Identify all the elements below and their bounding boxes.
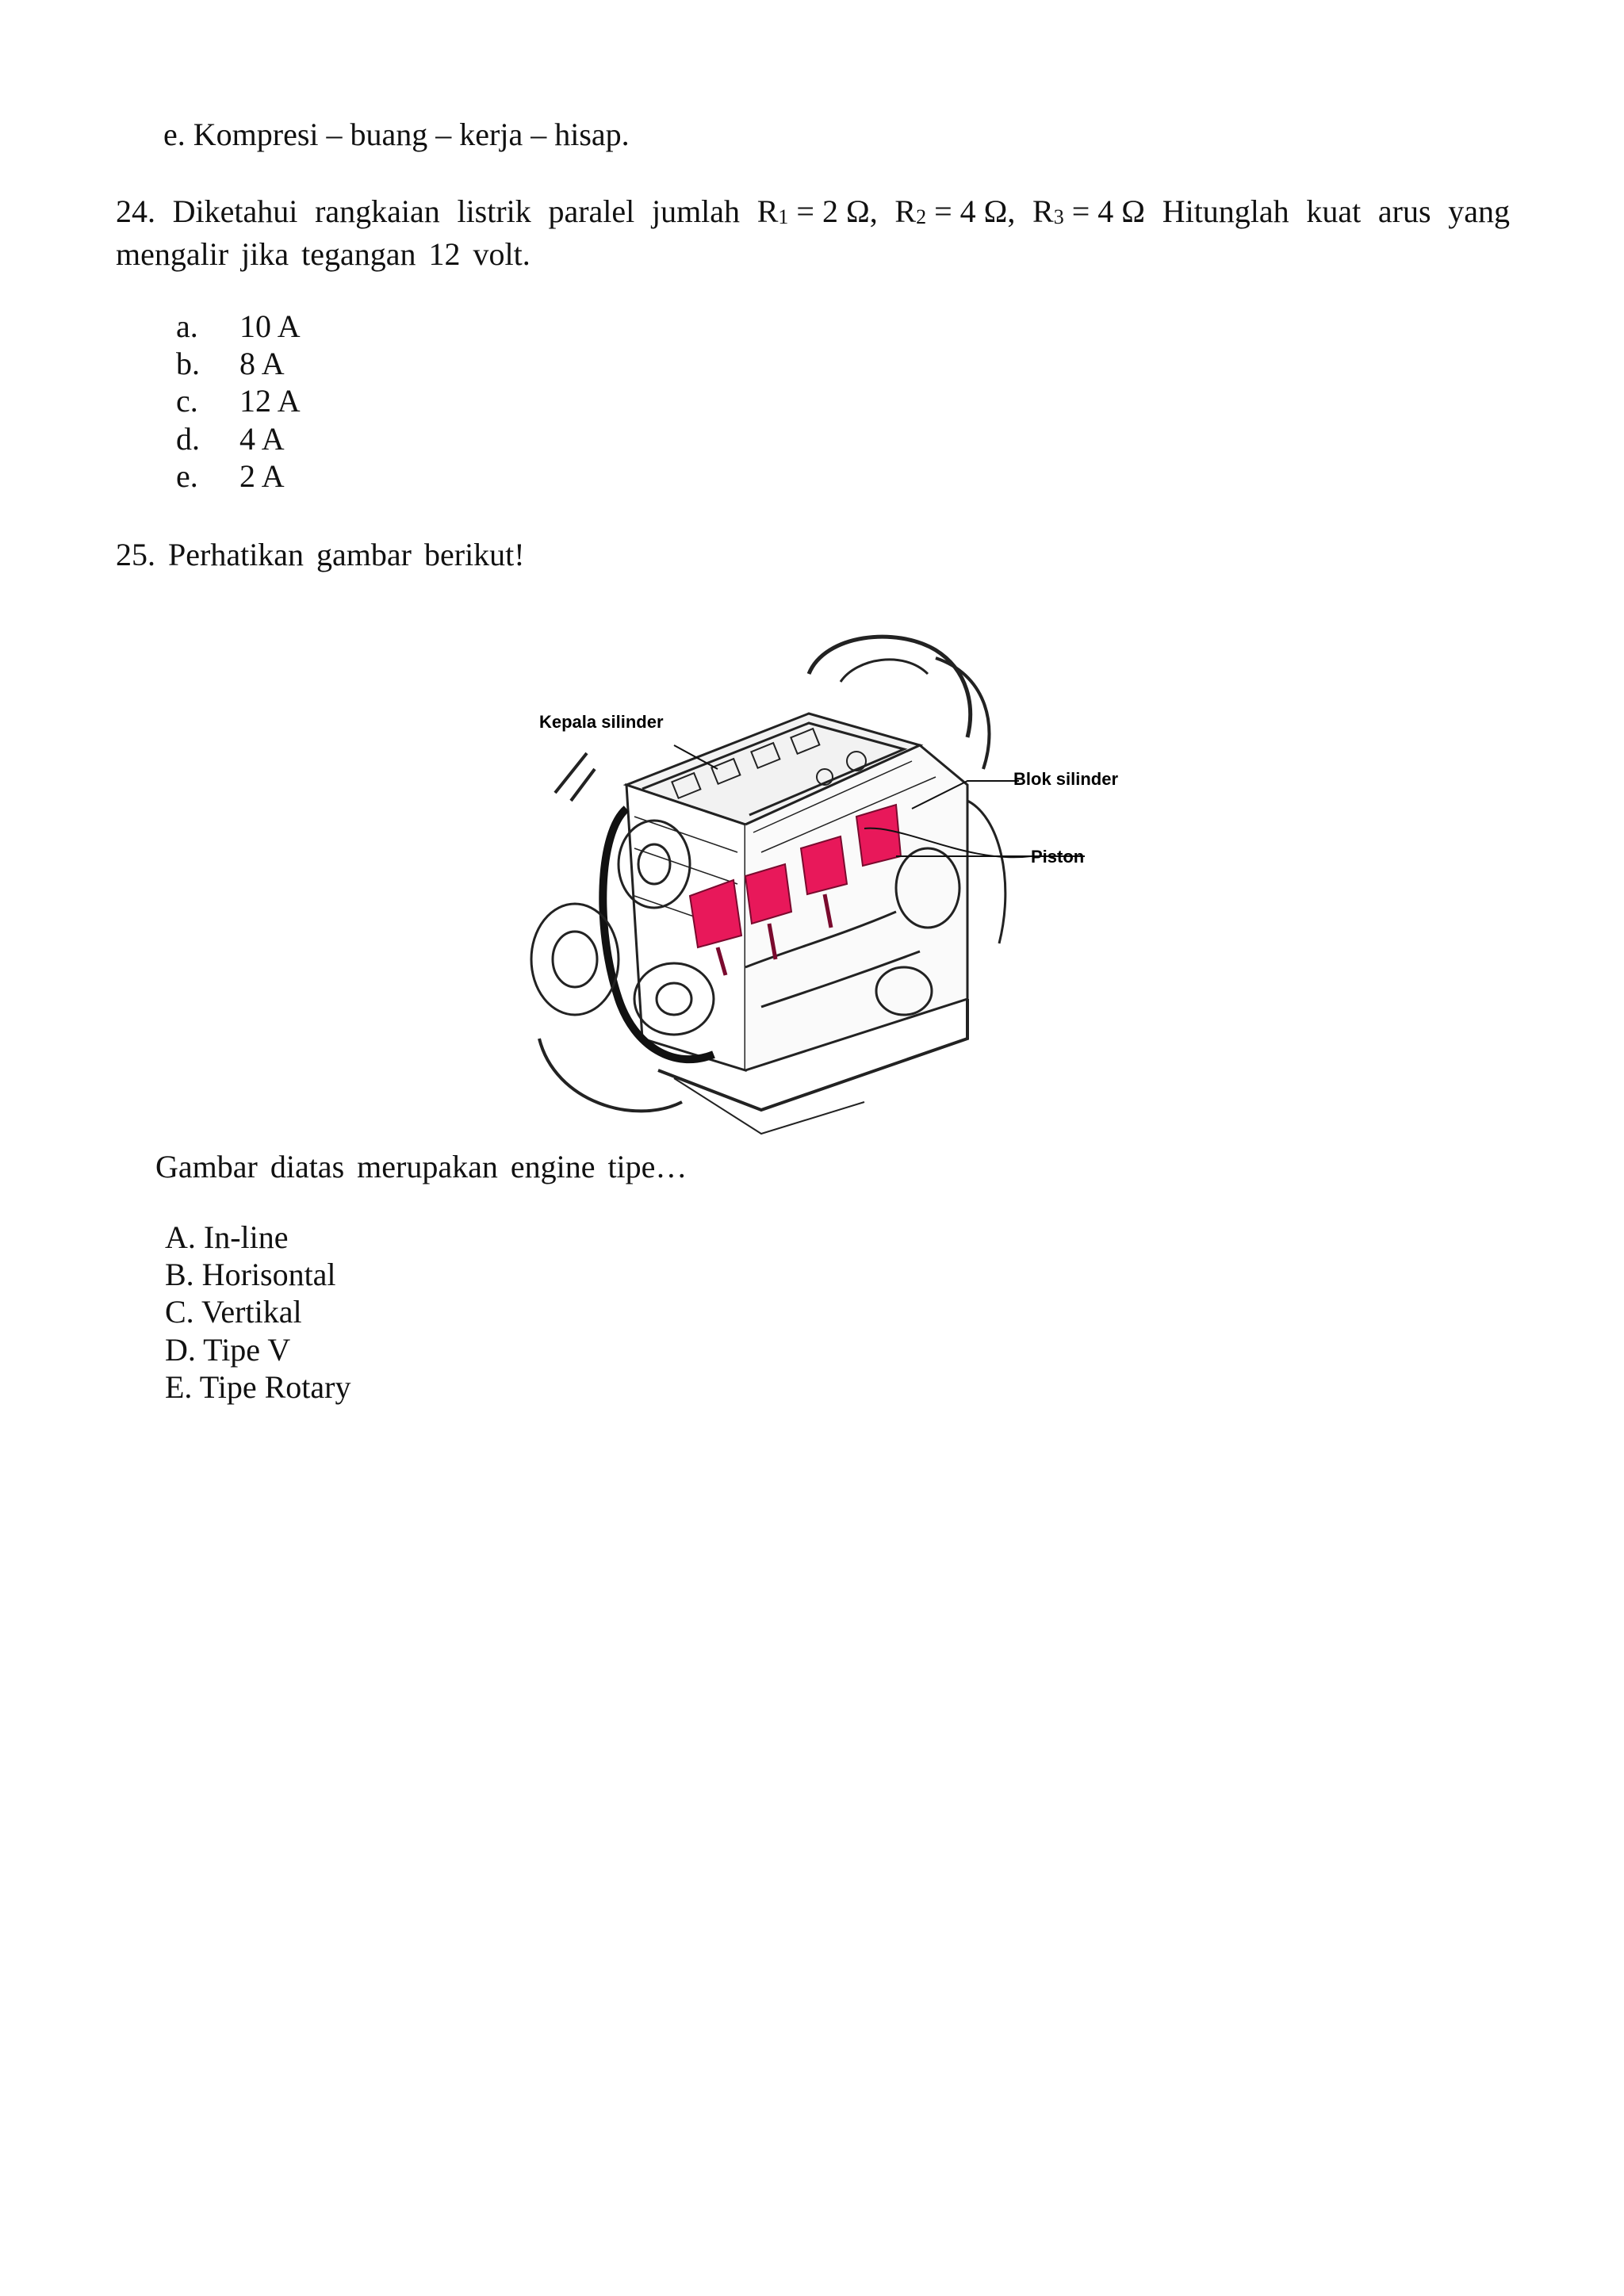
q24-word: rangkaian bbox=[315, 193, 440, 229]
r3-subscript: 3 bbox=[1053, 205, 1064, 228]
q24-word: jumlah bbox=[651, 193, 741, 229]
q24-word: Hitunglah bbox=[1162, 193, 1289, 229]
q25-option-e: E. Tipe Rotary bbox=[165, 1369, 351, 1405]
q25-title: 25. Perhatikan gambar berikut! bbox=[116, 537, 525, 572]
label-kepala-silinder: Kepala silinder bbox=[539, 712, 664, 732]
q24-option-d-text: 4 A bbox=[239, 421, 285, 457]
q24-option-c-text: 12 A bbox=[239, 383, 301, 419]
q25-question: Gambar diatas merupakan engine tipe… bbox=[155, 1149, 688, 1184]
q24-option-e-letter: e. bbox=[176, 458, 198, 494]
q25-option-d: D. Tipe V bbox=[165, 1332, 291, 1368]
q25-option-b: B. Horisontal bbox=[165, 1257, 336, 1292]
r2-symbol: R bbox=[894, 193, 917, 229]
r2-value: = 4 Ω, bbox=[934, 193, 1016, 229]
q24-number: 24. bbox=[116, 193, 155, 229]
r3-symbol: R bbox=[1032, 193, 1054, 229]
label-piston: Piston bbox=[1031, 847, 1085, 867]
q24-option-d-letter: d. bbox=[176, 421, 200, 457]
q24-option-a-letter: a. bbox=[176, 308, 198, 344]
r3-value: = 4 Ω bbox=[1071, 193, 1146, 229]
q24-r2 bbox=[894, 193, 1015, 231]
q24-r1 bbox=[757, 193, 878, 231]
q24-line-2: mengalir jika tegangan 12 volt. bbox=[116, 236, 530, 272]
prev-option-e: e. Kompresi – buang – kerja – hisap. bbox=[163, 117, 630, 152]
r2-subscript: 2 bbox=[916, 205, 927, 228]
q24-line-1 bbox=[116, 193, 1510, 231]
q24-word: paralel bbox=[548, 193, 635, 229]
q25-option-a: A. In-line bbox=[165, 1219, 289, 1255]
q24-option-c-letter: c. bbox=[176, 383, 198, 419]
q24-option-e-text: 2 A bbox=[239, 458, 285, 494]
q24-option-a-text: 10 A bbox=[239, 308, 301, 344]
q25-option-c: C. Vertikal bbox=[165, 1294, 302, 1330]
r1-symbol: R bbox=[756, 193, 779, 229]
r1-value: = 2 Ω, bbox=[796, 193, 878, 229]
q24-word: Diketahui bbox=[172, 193, 298, 229]
engine-figure bbox=[523, 626, 1142, 1142]
label-blok-silinder: Blok silinder bbox=[1013, 769, 1119, 789]
q24-option-b-letter: b. bbox=[176, 346, 200, 381]
q24-r3 bbox=[1032, 193, 1145, 231]
piston-4 bbox=[856, 805, 901, 866]
q24-word: yang bbox=[1448, 193, 1510, 229]
r1-subscript: 1 bbox=[778, 205, 789, 228]
q24-word: arus bbox=[1377, 193, 1431, 229]
q24-option-b-text: 8 A bbox=[239, 346, 285, 381]
q24-word: listrik bbox=[457, 193, 531, 229]
q24-word: kuat bbox=[1306, 193, 1362, 229]
